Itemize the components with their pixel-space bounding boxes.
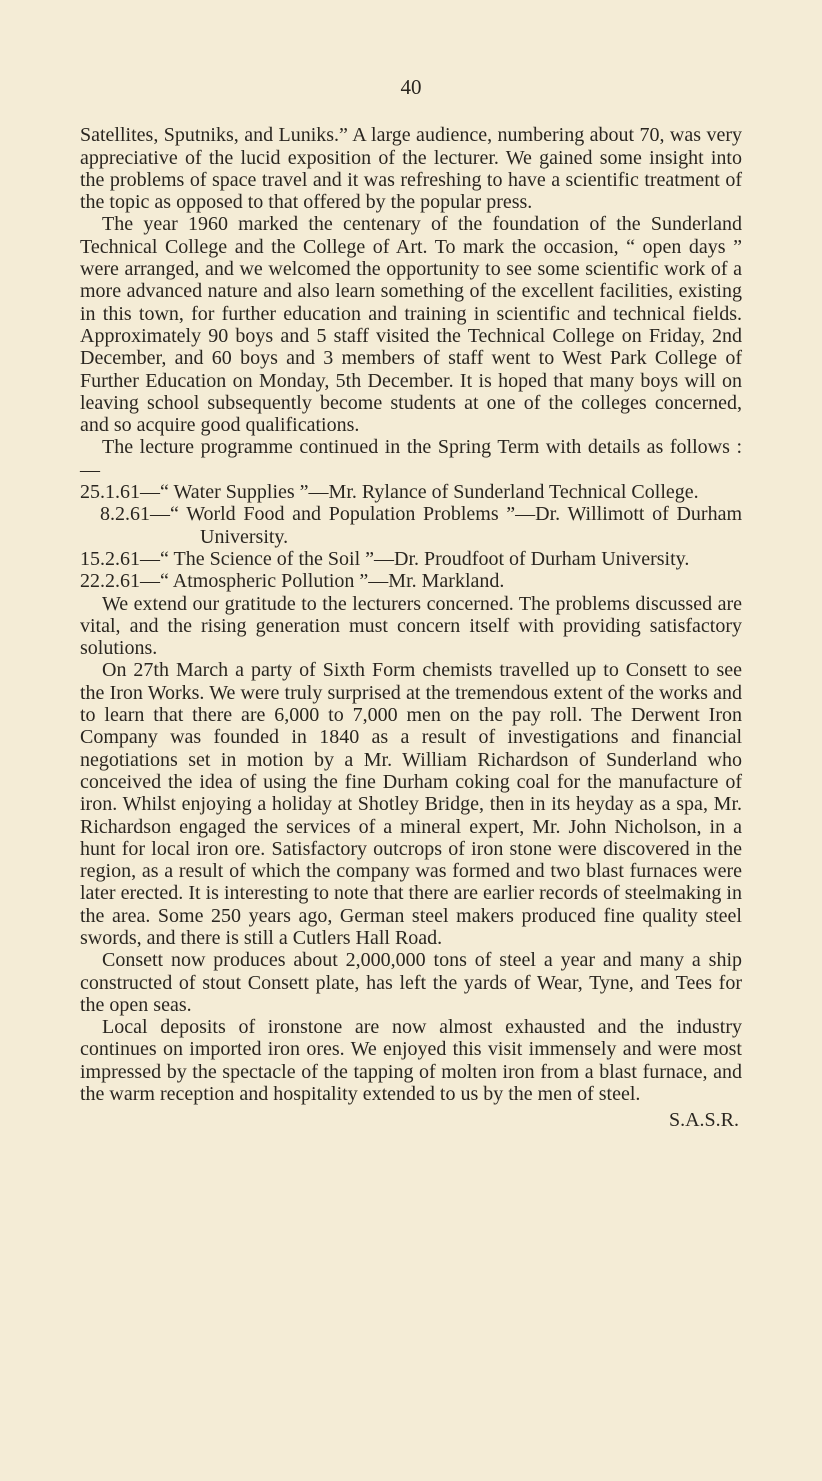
paragraph-ironstone: Local deposits of ironstone are now almost exhausted and the industry continues on imported iron ores. We enjoyed this visit immensely and were most impressed by the spectacle of the tapping of molten iron from a blast furnace, and the warm reception and hospitality extended to us by the men of steel.	[80, 1016, 742, 1106]
paragraph-consett-visit: On 27th March a party of Sixth Form chemists travelled up to Consett to see the Iron Works. We were truly surprised at the tremendous extent of the works and to learn that there are 6,000 to 7,000 men on the pay roll. The Derwent Iron Company was founded in 1840 as a result of investigations and financial negotiations set in motion by a Mr. William Richardson of Sunderland who conceived the idea of using the fine Durham coking coal for the manufacture of iron. Whilst enjoying a holiday at Shotley Bridge, then in its heyday as a spa, Mr. Richardson engaged the services of a mineral expert, Mr. John Nicholson, in a hunt for local iron ore. Satisfactory outcrops of iron stone were discovered in the region, as a result of which the company was formed and two blast furnaces were later erected. It is interesting to note that there are earlier records of steelmaking in the area. Some 250 years ago, German steel makers produced fine quality steel swords, and there is still a Cutlers Hall Road.	[80, 659, 742, 949]
paragraph-steel-production: Consett now produces about 2,000,000 tons of steel a year and many a ship constructed of stout Consett plate, has left the yards of Wear, Tyne, and Tees for the open seas.	[80, 949, 742, 1016]
lecture-item: 8.2.61—“ World Food and Population Problems ”—Dr. Willimott of Durham University.	[100, 503, 742, 548]
lecture-item: 25.1.61—“ Water Supplies ”—Mr. Rylance of Sunderland Technical College.	[80, 481, 699, 504]
paragraph-gratitude: We extend our gratitude to the lecturers concerned. The problems discussed are vital, and the rising generation must concern itself with providing satisfactory solutions.	[80, 592, 742, 660]
signature: S.A.S.R.	[668, 1109, 739, 1132]
lecture-list	[80, 481, 742, 592]
paragraph-centenary: The year 1960 marked the centenary of the foundation of the Sunderland Technical College and the College of Art. To mark the occasion, “ open days ” were arranged, and we welcomed the opportunity to see some scientific work of a more advanced nature and also learn something of the excellent facilities, existing in this town, for further education and training in scientific and technical fields. Approximately 90 boys and 5 staff visited the Technical College on Friday, 2nd December, and 60 boys and 3 members of staff went to West Park College of Further Education on Monday, 5th December. It is hoped that many boys will on leaving school subsequently become students at one of the colleges concerned, and so acquire good qualifications.	[80, 213, 742, 437]
lecture-item: 22.2.61—“ Atmospheric Pollution ”—Mr. Markland.	[80, 570, 505, 593]
paragraph-lecture-programme: The lecture programme continued in the Spring Term with details as follows :—	[80, 436, 742, 481]
page-number: 40	[400, 75, 422, 99]
paragraph-space-lecture: Satellites, Sputniks, and Luniks.” A large audience, numbering about 70, was very appreciative of the lucid exposition of the lecturer. We gained some insight into the problems of space travel and it was refreshing to have a scientific treatment of the topic as opposed to that offered by the popular press.	[80, 124, 742, 214]
lecture-item: 15.2.61—“ The Science of the Soil ”—Dr. Proudfoot of Durham University.	[80, 547, 690, 570]
